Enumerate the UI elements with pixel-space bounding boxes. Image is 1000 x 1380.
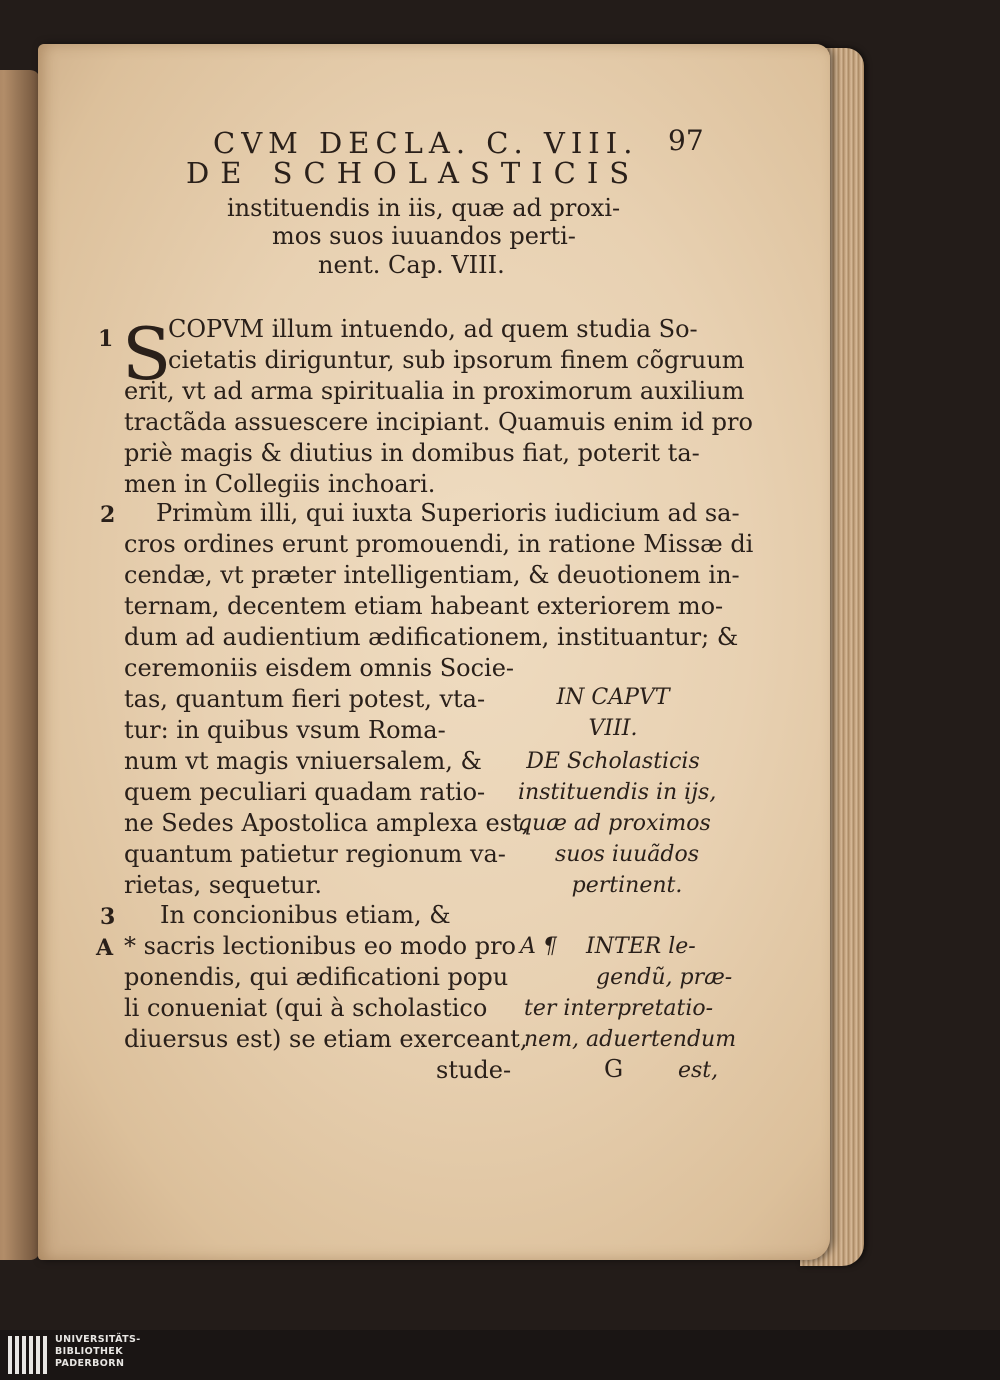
paragraph-line: tractãda assuescere incipiant. Quamuis enim id pro — [124, 408, 753, 436]
paragraph-line: * sacris lectionibus eo modo pro — [124, 932, 516, 960]
running-head: CVM DECLA. C. VIII. — [213, 126, 639, 160]
paragraph-line: li conueniat (qui à scholastico — [124, 994, 488, 1022]
paragraph-marker: 1 — [98, 326, 114, 352]
paragraph-line: cietatis diriguntur, sub ipsorum finem cõgruum — [168, 346, 745, 374]
logo-line: PADERBORN — [55, 1358, 125, 1369]
declaration-catchword: est, — [678, 1058, 719, 1083]
sidebar-heading-line: IN CAPVT — [556, 685, 670, 710]
chapter-title-line: mos suos iuuandos perti- — [272, 222, 576, 250]
declaration-line: ter interpretatio- — [524, 996, 714, 1021]
paragraph-line: priè magis & diutius in domibus fiat, poterit ta- — [124, 439, 700, 467]
chapter-title-line: nent. Cap. VIII. — [318, 251, 505, 279]
paragraph-line: cros ordines erunt promouendi, in ratione Missæ di — [124, 530, 754, 558]
paragraph-line: num vt magis vniuersalem, & — [124, 747, 482, 775]
sidebar-heading-line: quæ ad proximos — [518, 811, 711, 836]
sidebar-heading-line: VIII. — [588, 716, 638, 741]
drop-cap: S — [122, 312, 172, 396]
declaration-line: INTER le- — [586, 934, 696, 959]
catchword: stude- — [436, 1056, 512, 1084]
paragraph-marker: 3 — [100, 904, 116, 930]
paragraph-line: ternam, decentem etiam habeant exteriorem mo- — [124, 592, 724, 620]
paragraph-line: tur: in quibus vsum Roma- — [124, 716, 446, 744]
chapter-title-line: instituendis in iis, quæ ad proxi- — [227, 194, 621, 222]
paragraph-marker: 2 — [100, 502, 116, 528]
signature-mark: G — [604, 1055, 624, 1083]
paragraph-line: ceremoniis eisdem omnis Socie- — [124, 654, 515, 682]
paragraph-line: In concionibus etiam, & — [160, 901, 451, 929]
paragraph-line: Primùm illi, qui iuxta Superioris iudicium ad sa- — [156, 499, 740, 527]
sidebar-heading-line: instituendis in ijs, — [518, 780, 717, 805]
paragraph-line: cendæ, vt præter intelligentiam, & deuotionem in- — [124, 561, 740, 589]
declaration-marker: A ¶ — [520, 934, 557, 959]
paragraph-line: dum ad audientium ædificationem, instituantur; & — [124, 623, 739, 651]
paragraph-line: tas, quantum fieri potest, vta- — [124, 685, 486, 713]
sidebar-heading-line: DE Scholasticis — [526, 749, 700, 774]
sidebar-heading-line: suos iuuãdos — [554, 842, 700, 867]
page-number: 97 — [668, 124, 704, 157]
declaration-line: nem, aduertendum — [524, 1027, 737, 1052]
sidebar-heading-line: pertinent. — [571, 873, 683, 898]
library-footer — [0, 1330, 1000, 1380]
declaration-reference-marker: A — [96, 935, 114, 961]
facing-page-edge — [0, 70, 40, 1260]
paragraph-line: quantum patietur regionum va- — [124, 840, 506, 868]
chapter-heading: DE SCHOLASTICIS — [186, 156, 641, 190]
paragraph-line: quem peculiari quadam ratio- — [124, 778, 486, 806]
paragraph-line: COPVM illum intuendo, ad quem studia So- — [168, 315, 698, 343]
logo-line: BIBLIOTHEK — [55, 1346, 123, 1357]
paragraph-line: erit, vt ad arma spiritualia in proximorum auxilium — [124, 377, 745, 405]
paragraph-line: rietas, sequetur. — [124, 871, 322, 899]
paragraph-line: diuersus est) se etiam exerceant, — [124, 1025, 528, 1053]
logo-line: UNIVERSITÄTS- — [55, 1334, 141, 1345]
paragraph-line: ne Sedes Apostolica amplexa est, — [124, 809, 530, 837]
paragraph-line: men in Collegiis inchoari. — [124, 470, 436, 498]
paragraph-line: ponendis, qui ædificationi popu — [124, 963, 509, 991]
declaration-line: gendũ, præ- — [596, 965, 733, 990]
library-logo-icon — [8, 1336, 48, 1374]
library-logo-text — [55, 1334, 141, 1370]
